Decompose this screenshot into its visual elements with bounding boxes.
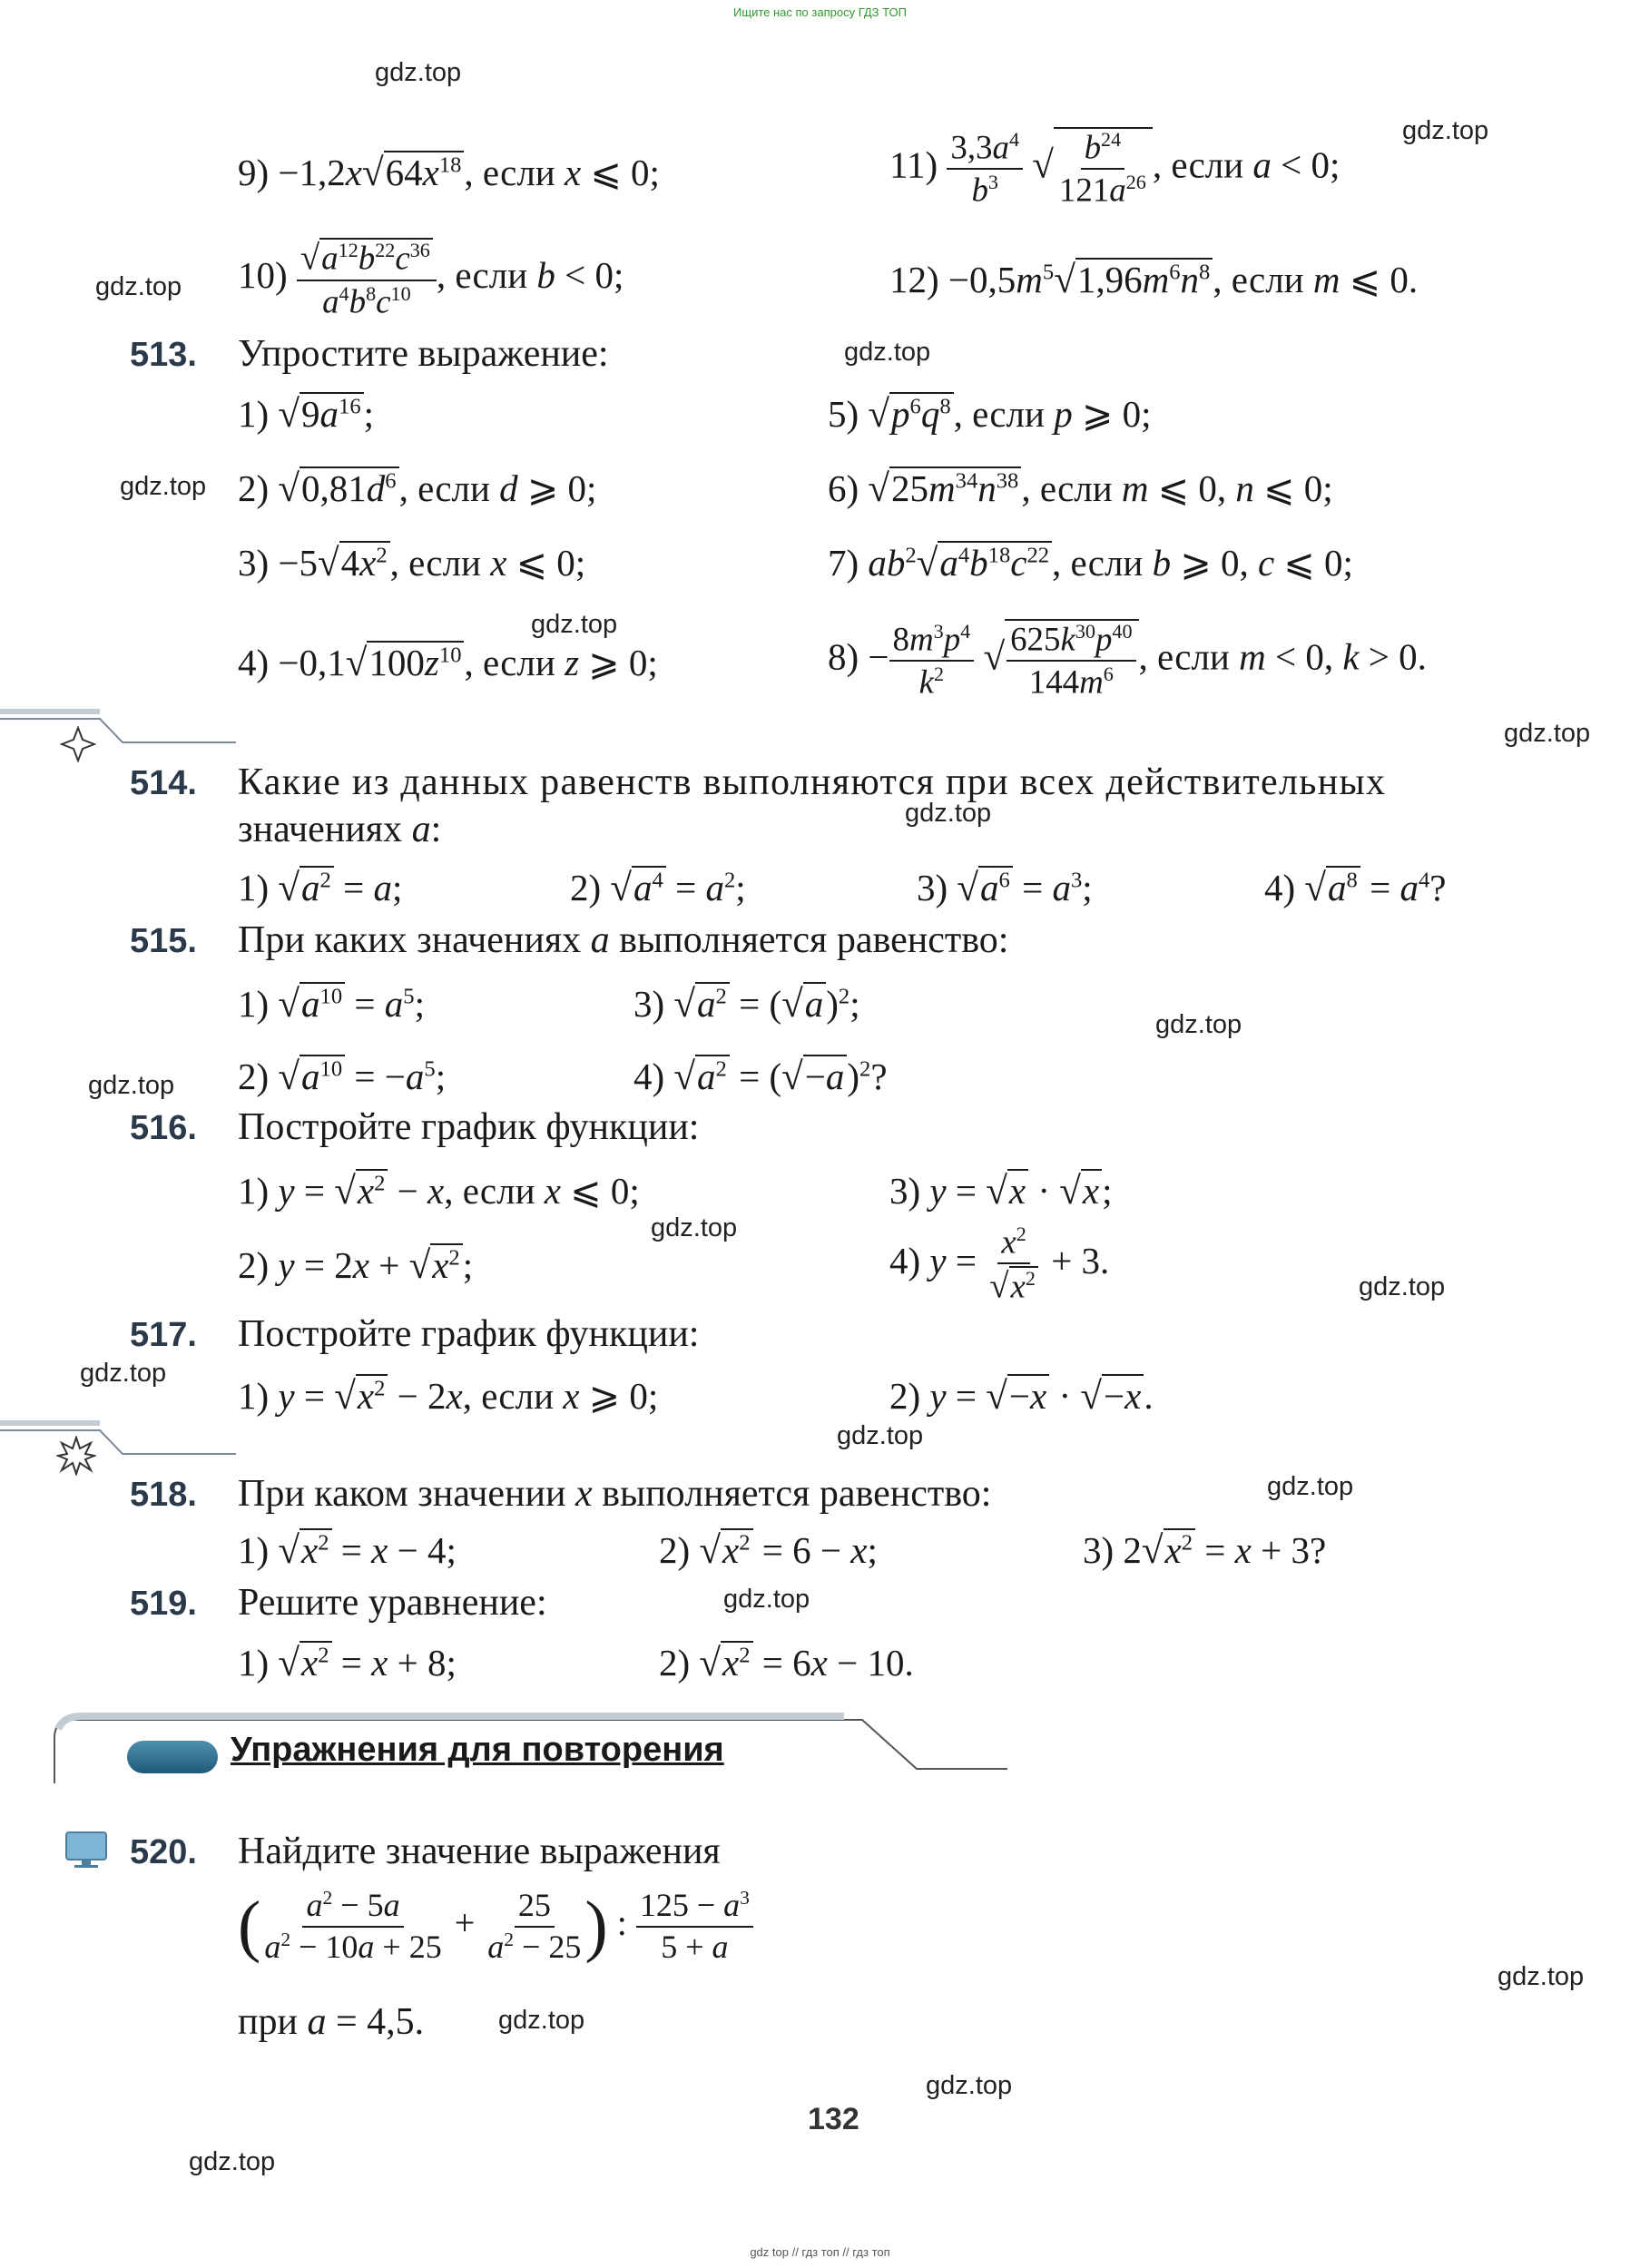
problem-number: 517. [130,1316,197,1354]
problem-number: 518. [130,1476,197,1514]
watermark: gdz.top [120,472,207,501]
item: 4) $√a^8 = a^4$? [1264,867,1447,909]
problem-title: Постройте график функции: [238,1313,700,1355]
item: 6) $√25m^{34}n^{38}$, если m ⩽ 0, n ⩽ 0; [828,467,1333,510]
problem-title: Упростите выражение: [238,333,609,375]
section-title: Упражнения для повторения [231,1731,724,1769]
item: 1) $√a^2 = a$; [238,867,403,909]
item: 3) $√a^2 = (√a)^2$; [633,983,860,1026]
problem-title: При каком значении x выполняется равенство: [238,1473,992,1515]
expression: ( $\frac{a^2 - 5a}{a^2 - 10a + 25}$ + $\frac{25}{a^2 - 25}$ ) : $\frac{125 - a^3}{5 + a}$ [238,1888,753,1965]
item: $4) -0,1√100z^{10}$, если z ⩾ 0; [238,642,658,684]
problem-title-line2: значениях a: [238,809,442,850]
problem-number: 516. [130,1109,197,1147]
problem-title: Какие из данных равенств выполняются при всех действительных [238,761,1387,803]
item: 2) $√a^4 = a^2$; [570,867,746,909]
problem-number: 514. [130,764,197,802]
item: 2) $√x^2 = 6 - x$; [659,1529,878,1572]
item: 2) $√0,81d^6$, если d ⩾ 0; [238,467,597,510]
item: 8) − $\frac{8m^3p^4}{k^2}$ √ $\frac{625k^{30}p^{40}}{144m^6}$ , если m < 0, k > 0. [828,620,1427,701]
burst-star-icon [56,1436,96,1476]
item: 1) $y = √x^2 - x$, если x ⩽ 0; [238,1170,640,1213]
section-banner [45,1711,1007,1785]
watermark: gdz.top [95,272,182,301]
problem-number: 519. [130,1585,197,1623]
item: 1) $√a^{10} = a^5$; [238,983,425,1026]
section-header [127,1731,724,1773]
watermark: gdz.top [926,2071,1013,2100]
item: 7) $ab^2√a^4b^{18}c^{22}$, если b ⩾ 0, c ⩽ 0; [828,542,1353,584]
item-12: $12) -0,5m^5√1,96m^6n^8$, если m ⩽ 0. [889,259,1419,301]
watermark: gdz.top [375,58,462,87]
item: 2) y = √−x · √−x. [889,1375,1154,1418]
condition: при a = 4,5. [238,2001,425,2043]
problem-title: Найдите значение выражения [238,1831,721,1872]
bottom-banner: gdz top // гдз топ // гдз топ [750,2245,890,2259]
watermark: gdz.top [723,1585,810,1614]
problem-title: Постройте график функции: [238,1106,700,1148]
item: 5) $√p^6q^8$, если p ⩾ 0; [828,393,1152,436]
item-10: 10) $\frac{√a^{12}b^{22}c^{36}}{a^4b^8c^{10}}$ , если b < 0; [238,238,624,320]
item: 1) $√x^2 = x + 8$; [238,1642,457,1684]
level-separator [0,708,236,762]
problem-number: 515. [130,922,197,960]
item: 2) $√x^2 = 6x - 10$. [659,1642,914,1684]
watermark: gdz.top [1504,719,1591,748]
item: 1) $√x^2 = x - 4$; [238,1529,457,1572]
item: 3) $√a^6 = a^3$; [917,867,1093,909]
watermark: gdz.top [1402,116,1489,145]
item: 2) $y = 2x + √x^2$; [238,1244,474,1287]
problem-number: 513. [130,336,197,374]
monitor-icon [64,1830,109,1870]
watermark: gdz.top [651,1213,738,1242]
section-pill-icon [127,1741,218,1773]
watermark: gdz.top [189,2147,276,2176]
watermark: gdz.top [844,338,931,367]
watermark: gdz.top [837,1421,924,1450]
watermark: gdz.top [1155,1010,1242,1039]
item: 1) $y = √x^2 - 2x$, если x ⩾ 0; [238,1375,659,1418]
watermark: gdz.top [88,1071,175,1100]
item-11: 11) $\frac{3,3a^4}{b^3}$ √ $\frac{b^{24}}{121a^{26}}$ , если a < 0; [889,128,1340,209]
item: 3) $2√x^2 = x + 3$? [1083,1529,1327,1572]
item-9: $9) -1,2x√64x^{18}$, если x ⩽ 0; [238,152,660,194]
watermark: gdz.top [498,2006,585,2035]
watermark: gdz.top [1359,1272,1446,1301]
watermark: gdz.top [1498,1962,1585,1991]
diamond-star-icon [60,726,96,762]
watermark: gdz.top [531,610,618,639]
item: 1) $√9a^{16}$; [238,393,375,436]
page-number: 132 [808,2102,859,2136]
item: $3) -5√4x^2$, если x ⩽ 0; [238,542,586,584]
level-separator [0,1419,236,1474]
problem-title: Решите уравнение: [238,1582,547,1624]
problem-number: 520. [130,1833,197,1871]
problem-title: При каких значениях a выполняется равенство: [238,919,1009,961]
item: 3) y = √x · √x; [889,1170,1113,1213]
top-banner: Ищите нас по запросу ГДЗ ТОП [733,5,907,19]
item: 2) $√a^{10} = -a^5$; [238,1055,447,1098]
item: 4) y = $\frac{x^2}{√x^2}$ + 3. [889,1222,1110,1306]
item: 4) $√a^2 = (√-a)^2$? [633,1055,888,1098]
watermark: gdz.top [80,1359,167,1388]
watermark: gdz.top [1267,1472,1354,1501]
watermark: gdz.top [905,799,992,828]
